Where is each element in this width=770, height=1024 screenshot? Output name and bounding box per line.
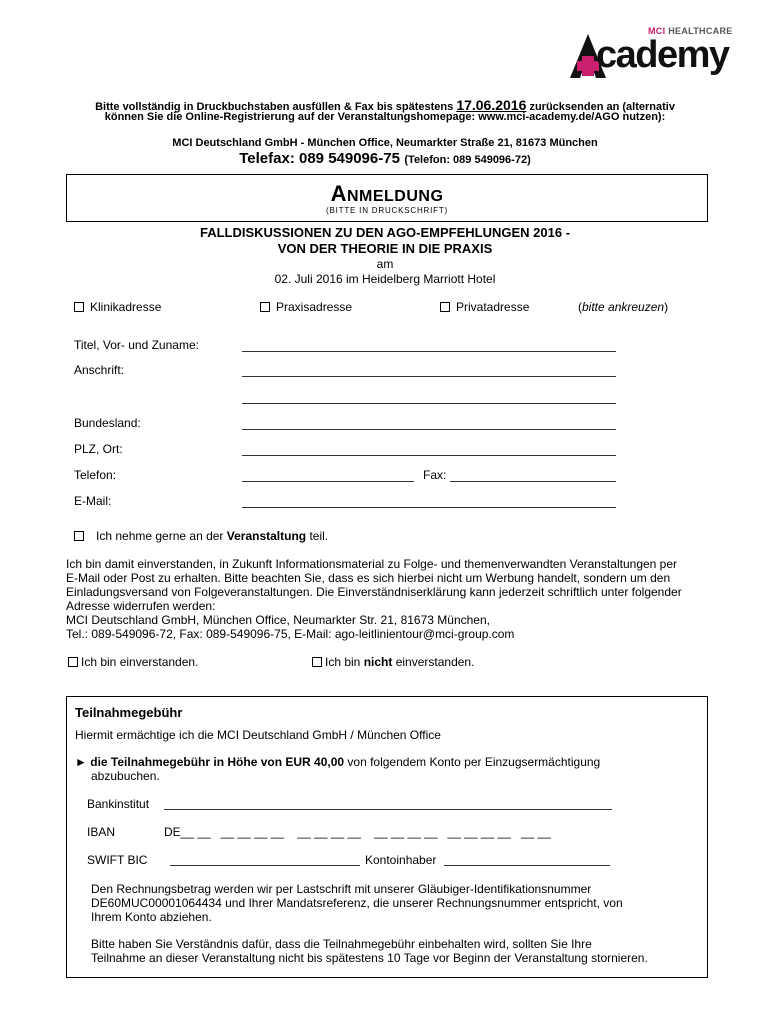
fee-title: Teilnahmegebühr [75,705,183,720]
input-bank[interactable] [164,808,612,810]
input-phone[interactable] [242,480,414,482]
label-city: PLZ, Ort: [74,442,123,456]
input-iban[interactable]: DE__ __ __ __ __ __ __ __ __ __ __ __ __ __ __ __ __ __ __ __ [164,825,551,839]
checkbox-icon[interactable] [74,302,84,312]
registration-subtitle: (BITTE IN DRUCKSCHRIFT) [326,206,448,215]
label-state: Bundesland: [74,416,141,430]
instruction-line-2: können Sie die Online-Registrierung auf der Veranstaltungshomepage: www.mci-academy.de/AGO nutzen): [104,111,666,123]
input-email[interactable] [242,506,616,508]
checkbox-practice-address[interactable]: Praxisadresse [260,300,352,314]
event-am: am [376,257,394,271]
label-name: Titel, Vor- und Zuname: [74,338,199,352]
checkbox-icon[interactable] [440,302,450,312]
label-account-holder: Kontoinhaber [365,853,437,867]
fax-line [0,150,770,168]
label-fax: Fax: [423,468,447,482]
instruction-line-1: Bitte vollständig in Druckbuchstaben ausfüllen & Fax bis spätestens 17.06.2016 zurücksenden an (alternativ [95,97,675,113]
fee-paragraph-1: Den Rechnungsbetrag werden wir per Lastschrift mit unserer Gläubiger-Identifikationsnummer DE60MUC00001064434 und Ihrer Mandatsreferenz, die unserer Rechnungsnummer entspricht, von Ihrem Konto abziehen. [91,882,623,924]
label-email: E-Mail: [74,494,112,508]
academy-logo [566,26,744,86]
checkbox-consent-agree[interactable]: Ich bin einverstanden. [68,655,198,669]
event-title-line-1: FALLDISKUSSIONEN ZU DEN AGO-EMPFEHLUNGEN 2016 - [199,225,571,240]
registration-title: ANMELDUNG [330,181,444,206]
checkbox-hint: (bitte ankreuzen) [578,300,669,314]
fee-authorization-cont: abzubuchen. [91,769,160,783]
logo-wordmark: cademy [596,34,729,76]
organizer-address: MCI Deutschland GmbH - München Office, Neumarkter Straße 21, 81673 München [172,137,598,149]
label-bank: Bankinstitut [87,797,150,811]
checkbox-private-address[interactable]: Privatadresse [440,300,529,314]
fee-authorization: ► die Teilnahmegebühr in Höhe von EUR 40,00 von folgendem Konto per Einzugsermächtigung [75,755,601,769]
input-address-2[interactable] [242,402,616,404]
label-address: Anschrift: [74,363,125,377]
input-address-1[interactable] [242,375,616,377]
event-date: 02. Juli 2016 im Heidelberg Marriott Hotel [274,272,496,286]
input-swift[interactable] [170,864,360,866]
logo-healthcare: HEALTHCARE [668,26,733,36]
fee-intro: Hiermit ermächtige ich die MCI Deutschland GmbH / München Office [75,728,441,742]
label-swift: SWIFT BIC [87,853,148,867]
arrow-icon: ► [75,755,87,769]
label-iban: IBAN [87,825,116,839]
checkbox-icon[interactable] [260,302,270,312]
checkbox-icon[interactable] [74,531,84,541]
label-phone: Telefon: [74,468,117,482]
registration-title-box [66,174,708,222]
fee-paragraph-2: Bitte haben Sie Verständnis dafür, dass die Teilnahmegebühr einbehalten wird, sollten Sie Ihre Teilnahme an dieser Veranstaltung nicht bis spätestens 10 Tage vor Beginn der Veranstaltung stornieren. [91,937,648,965]
checkbox-clinic-address[interactable]: Klinikadresse [74,300,161,314]
input-fax[interactable] [450,480,616,482]
input-city[interactable] [242,454,616,456]
input-name[interactable] [242,350,616,352]
consent-paragraph: Ich bin damit einverstanden, in Zukunft Informationsmaterial zu Folge- und themenverwandten Veranstaltungen per E-Mail oder Post zu erhalten. Bitte beachten Sie, dass es sich hierbei nicht um Werbung handelt, sondern um den Einladungsversand von Folgeveranstaltungen. Die Einverständniserklärung kann jederzeit schriftlich unter folgender Adresse widerrufen werden: MCI Deutschland GmbH, München Office, Neumarkter Str. 21, 81673 München, Tel.: 089-549096-72, Fax: 089-549096-75, E-Mail: ago-leitlinientour@mci-group.com [66,557,682,641]
deadline-date: 17.06.2016 [456,97,527,113]
fax-number: Telefax: 089 549096-75 [239,150,400,167]
phone-number: (Telefon: 089 549096-72) [404,154,531,166]
checkbox-icon[interactable] [68,657,78,667]
checkbox-icon[interactable] [312,657,322,667]
checkbox-attend[interactable]: Ich nehme gerne an der Veranstaltung teil. [74,529,328,543]
checkbox-consent-disagree[interactable]: Ich bin nicht einverstanden. [312,655,474,669]
input-state[interactable] [242,428,616,430]
input-account-holder[interactable] [444,864,610,866]
event-title-line-2: VON DER THEORIE IN DIE PRAXIS [277,241,493,256]
logo-mci: MCI [648,26,666,36]
